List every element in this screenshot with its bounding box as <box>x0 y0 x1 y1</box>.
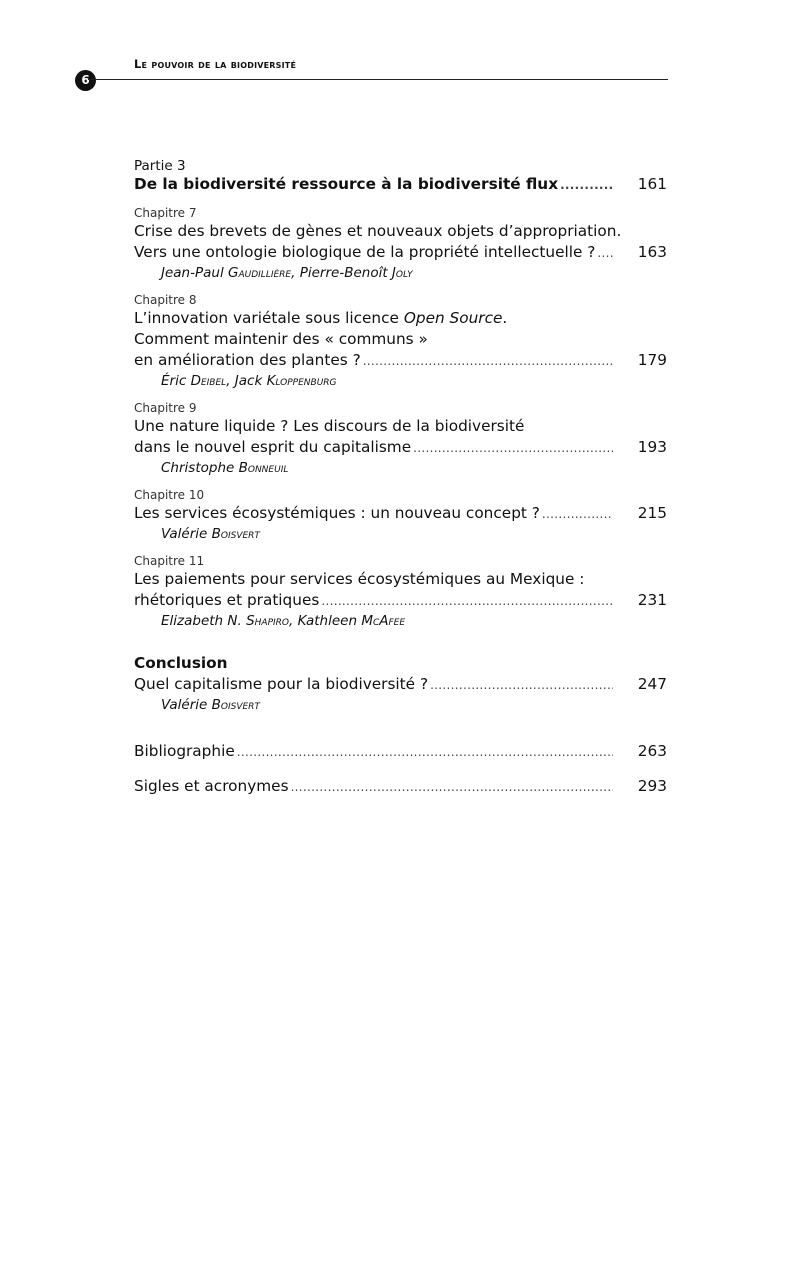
part-title-row <box>134 174 667 196</box>
author-first-name: Éric <box>161 373 187 389</box>
chapter-authors: Jean-Paul Gaudillière, Pierre-Benoît Joly <box>161 265 413 281</box>
dot-leader <box>319 591 613 612</box>
conclusion-label: Conclusion <box>134 654 228 672</box>
author-first-name: Christophe <box>161 460 235 476</box>
part-title: De la biodiversité ressource à la biodiversité flux <box>134 175 559 193</box>
toc-chapter-10 <box>134 488 667 544</box>
chapter-label: Chapitre 8 <box>134 293 197 307</box>
dot-leader <box>540 504 613 525</box>
page-ref: 193 <box>637 438 667 456</box>
conclusion-author <box>134 696 667 715</box>
part-label: Partie 3 <box>134 158 186 174</box>
page-ref: 247 <box>637 675 667 693</box>
toc-bibliography <box>134 741 667 763</box>
toc-chapter-11 <box>134 554 667 631</box>
page-ref: 179 <box>637 351 667 369</box>
title-emphasis: Open Source <box>403 309 503 327</box>
author-last-name: Deibel <box>190 373 227 389</box>
dot-leader <box>235 742 613 763</box>
back-matter-title: Bibliographie <box>134 742 235 760</box>
dot-leader <box>411 438 613 459</box>
chapter-title-line: Comment maintenir des « communs » <box>134 330 428 348</box>
author-first-name: Kathleen <box>297 613 358 629</box>
author-first-name: Valérie <box>161 697 208 713</box>
chapter-label: Chapitre 9 <box>134 401 197 415</box>
chapter-title-line: en amélioration des plantes ? <box>134 351 361 369</box>
chapter-title-row <box>134 503 667 525</box>
page-ref: 215 <box>637 504 667 522</box>
chapter-title-line: dans le nouvel esprit du capitalisme <box>134 438 412 456</box>
author-last-name: Joly <box>391 265 413 281</box>
author-last-name: McAfee <box>361 613 406 629</box>
author-last-name: Boisvert <box>211 526 260 542</box>
toc-part-3 <box>134 158 667 196</box>
author-last-name: Gaudillière <box>228 265 292 281</box>
chapter-label: Chapitre 11 <box>134 554 205 568</box>
author-last-name: Kloppenburg <box>266 373 337 389</box>
chapter-authors <box>134 525 667 544</box>
chapter-label: Chapitre 7 <box>134 206 197 220</box>
author-last-name: Bonneuil <box>238 460 289 476</box>
running-head-title: Le pouvoir de la biodiversité <box>134 57 297 71</box>
chapter-title-row <box>134 590 667 612</box>
toc-chapter-8 <box>134 293 667 391</box>
chapter-title-line: Les paiements pour services écosystémiques au Mexique : <box>134 570 585 588</box>
title-text: L’innovation variétale sous licence <box>134 309 404 327</box>
dot-leader <box>289 777 613 798</box>
page-number-badge: 6 <box>75 70 96 91</box>
author-first-name: Jean-Paul <box>161 265 224 281</box>
header-rule <box>88 79 668 80</box>
chapter-authors: Éric Deibel, Jack Kloppenburg <box>161 373 337 389</box>
author-first-name: Valérie <box>161 526 208 542</box>
page-ref: 293 <box>637 777 667 795</box>
page-ref: 163 <box>637 243 667 261</box>
toc-chapter-7 <box>134 206 667 283</box>
chapter-title-line: Vers une ontologie biologique de la propriété intellectuelle ? <box>134 243 596 261</box>
author-first-name: Jack <box>234 373 263 389</box>
chapter-title-line: Crise des brevets de gènes et nouveaux objets d’appropriation. <box>134 222 622 240</box>
chapter-label: Chapitre 10 <box>134 488 205 502</box>
toc-acronyms <box>134 776 667 798</box>
conclusion-title-row <box>134 674 667 696</box>
page-ref: 161 <box>637 175 667 193</box>
chapter-title-line: rhétoriques et pratiques <box>134 591 320 609</box>
chapter-title-row <box>134 437 667 459</box>
toc-chapter-9 <box>134 401 667 478</box>
conclusion-title: Quel capitalisme pour la biodiversité ? <box>134 675 429 693</box>
title-text: . <box>502 309 508 327</box>
table-of-contents <box>134 158 667 798</box>
author-first-name: Elizabeth N. <box>161 613 242 629</box>
chapter-title-row <box>134 242 667 264</box>
dot-leader <box>558 175 613 196</box>
dot-leader <box>595 243 613 264</box>
back-matter-title: Sigles et acronymes <box>134 777 289 795</box>
dot-leader <box>361 351 613 372</box>
toc-conclusion <box>134 653 667 715</box>
page-ref: 231 <box>637 591 667 609</box>
author-first-name: Pierre-Benoît <box>299 265 388 281</box>
dot-leader <box>428 675 613 696</box>
chapter-authors <box>134 459 667 478</box>
chapter-title-line <box>134 308 667 329</box>
chapter-title-line: Une nature liquide ? Les discours de la biodiversité <box>134 417 525 435</box>
chapter-title-row <box>134 350 667 372</box>
page-ref: 263 <box>637 742 667 760</box>
chapter-authors: Elizabeth N. Shapiro, Kathleen McAfee <box>161 613 406 629</box>
chapter-title-line: Les services écosystémiques : un nouveau concept ? <box>134 504 540 522</box>
author-last-name: Shapiro <box>246 613 290 629</box>
author-last-name: Boisvert <box>211 697 260 713</box>
